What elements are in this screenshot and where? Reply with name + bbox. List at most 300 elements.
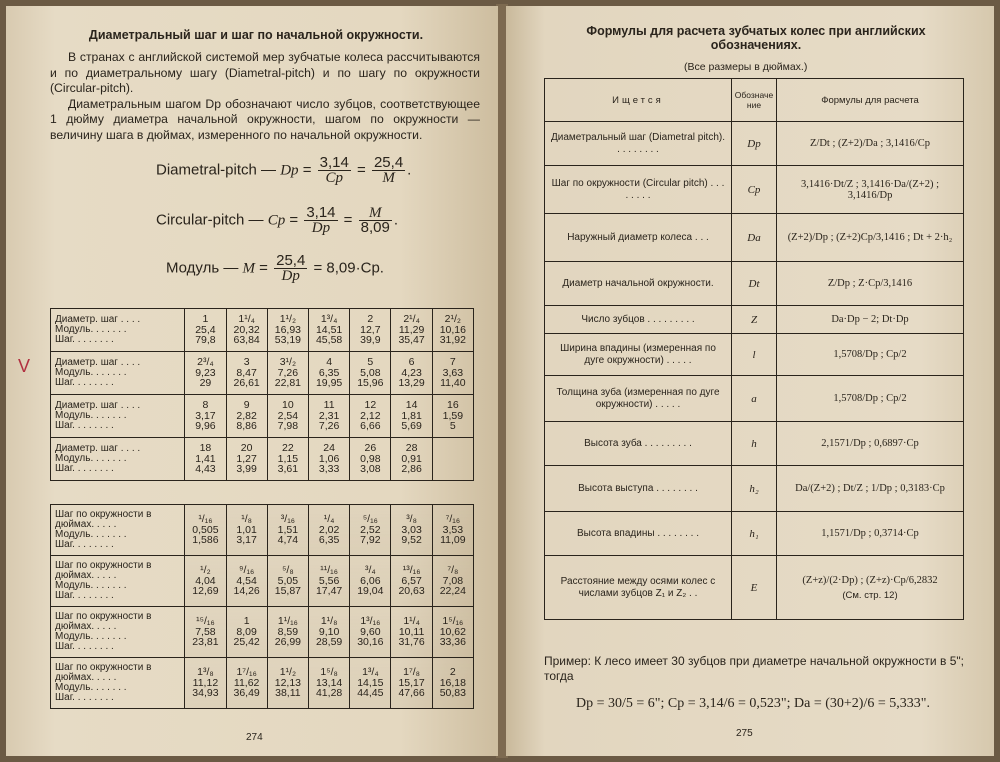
- row-label: Модуль. . . . . . .: [55, 410, 127, 421]
- header-formulas: Формулы для расчета: [777, 79, 964, 122]
- cell-value: 19,04: [357, 585, 384, 598]
- cell-value: 39,9: [360, 334, 381, 347]
- cell-value: 3: [243, 356, 250, 369]
- cell-value: 1,41: [195, 452, 216, 465]
- right-page: [506, 6, 994, 756]
- row-label: Модуль. . . . . . .: [55, 324, 127, 335]
- cell-value: 47,66: [398, 687, 425, 700]
- formula-text: Da/(Z+2) ; Dt/Z ; 1/Dp ; 0,3183·Cp: [795, 483, 945, 494]
- cell-value: 1: [202, 313, 209, 326]
- formula-text: Da·Dp − 2; Dt·Dp: [831, 314, 909, 325]
- cell-value: 28: [405, 442, 418, 455]
- table-cell: [309, 395, 350, 438]
- quantity-formula: [777, 262, 964, 306]
- cell-value: 2,31: [318, 409, 340, 422]
- diametral-pitch-table: [50, 308, 474, 481]
- cell-value: ¹⁵/₁₆: [196, 615, 215, 628]
- table-cell: [391, 607, 432, 658]
- quantity-name: Толщина зуба (измеренная по дуге окружности) . . . . .: [545, 376, 732, 422]
- cell-value: 2,02: [318, 523, 340, 536]
- left-page: [6, 6, 498, 756]
- cell-value: 36,49: [233, 687, 260, 700]
- cell-value: 31,76: [398, 636, 425, 649]
- table-cell: [391, 438, 432, 481]
- quantity-symbol: Cp: [732, 166, 777, 214]
- cell-value: 1,27: [236, 452, 257, 465]
- cell-value: 14: [405, 399, 418, 412]
- table-cell: [432, 352, 473, 395]
- formula-row: [545, 262, 964, 306]
- cell-value: 8,09: [236, 625, 257, 638]
- cell-value: 16: [447, 399, 459, 412]
- handwritten-tick-mark: V: [18, 356, 31, 376]
- formula-table: [544, 78, 964, 620]
- cell-value: 26,61: [233, 377, 260, 390]
- cell-value: 1⁷/₁₆: [236, 666, 257, 679]
- table-cell: [391, 556, 432, 607]
- cell-value: 11: [323, 399, 335, 412]
- cell-value: ⁵/₁₆: [362, 513, 378, 526]
- table-cell: [226, 607, 267, 658]
- cell-value: 4,74: [277, 534, 299, 547]
- formula-text: Z/Dp ; Z·Cp/3,1416: [827, 278, 913, 289]
- cell-value: 7,58: [195, 625, 216, 638]
- cell-value: 2¹/₂: [444, 313, 462, 326]
- formula-diametral-pitch: Diametral-pitch — Dp = $\frac{3,14}{Cp}$ = $\frac{25,4}{M}$ .: [156, 154, 412, 186]
- row-label: Шаг. . . . . . . .: [55, 692, 114, 703]
- table-cell: [350, 607, 391, 658]
- cell-value: 2¹/₄: [403, 313, 420, 326]
- row-label: Шаг по окружности в дюймах. . . . .: [55, 560, 152, 581]
- quantity-symbol: l: [732, 334, 777, 376]
- cell-value: ¹/₈: [241, 513, 253, 526]
- cell-value: 44,45: [357, 687, 384, 700]
- table-cell: [185, 658, 226, 709]
- cell-value: 22,81: [274, 377, 302, 390]
- quantity-symbol: Dp: [732, 122, 777, 166]
- table-row: [51, 352, 474, 395]
- cell-value: 29: [199, 377, 212, 390]
- table-cell: [226, 309, 267, 352]
- quantity-name: Ширина впадины (измеренная по дуге окружности) . . . . .: [545, 334, 732, 376]
- cell-value: 3,61: [277, 463, 299, 476]
- cell-value: 19,95: [315, 377, 343, 390]
- cell-value: ¹/₁₆: [198, 513, 213, 526]
- header-sought: Ищется: [545, 79, 732, 122]
- cell-value: 3¹/₂: [279, 356, 297, 369]
- formula-note: (См. стр. 12): [842, 589, 898, 601]
- table-cell: [185, 556, 226, 607]
- cell-value: 1⁵/₈: [320, 666, 338, 679]
- cell-value: 10,16: [439, 323, 466, 336]
- cell-value: ³/₈: [406, 513, 417, 526]
- cell-value: 3,33: [318, 463, 340, 476]
- cell-value: 1⁷/₈: [403, 666, 421, 679]
- table-cell: [391, 658, 432, 709]
- quantity-formula: [777, 422, 964, 466]
- cell-value: 15,96: [357, 377, 384, 390]
- row-labels: [51, 352, 185, 395]
- cell-value: 26: [364, 442, 377, 455]
- cell-value: 5,05: [277, 574, 299, 587]
- row-labels: [51, 607, 185, 658]
- row-labels: [51, 556, 185, 607]
- cell-value: 2,54: [277, 409, 299, 422]
- cell-value: 1,01: [236, 523, 257, 536]
- formula-row: [545, 466, 964, 512]
- cell-value: 15,87: [274, 585, 302, 598]
- cell-value: 8,59: [277, 625, 299, 638]
- formula-table-header: [545, 79, 964, 122]
- cell-value: 5,69: [401, 420, 422, 433]
- table-cell: [350, 505, 391, 556]
- cell-value: ¹¹/₁₆: [320, 564, 338, 577]
- cell-value: 7,92: [360, 534, 381, 547]
- cell-value: 6,06: [360, 574, 381, 587]
- cell-value: 11,09: [440, 534, 466, 547]
- table-cell: [267, 556, 308, 607]
- cell-value: 12,7: [360, 323, 381, 336]
- cell-value: 17,47: [315, 585, 343, 598]
- table-row: [51, 309, 474, 352]
- cell-value: 41,28: [315, 687, 343, 700]
- cell-value: 20,63: [398, 585, 425, 598]
- quantity-symbol: Da: [732, 214, 777, 262]
- table-cell: [226, 505, 267, 556]
- quantity-formula: [777, 334, 964, 376]
- cell-value: 8,47: [236, 366, 257, 379]
- formula-row: [545, 422, 964, 466]
- row-label: Шаг. . . . . . . .: [55, 590, 114, 601]
- quantity-name: Высота зуба . . . . . . . . .: [545, 422, 732, 466]
- table-cell: [226, 352, 267, 395]
- cell-value: 1³/₄: [320, 313, 338, 326]
- cell-value: 24: [323, 442, 335, 455]
- cell-value: 3,03: [401, 523, 422, 536]
- cell-value: 6: [408, 356, 415, 369]
- cell-value: 63,84: [233, 334, 260, 347]
- table-row: [51, 607, 474, 658]
- cell-value: 1,586: [192, 534, 219, 547]
- cell-value: 4,43: [195, 463, 216, 476]
- formula-row: [545, 306, 964, 334]
- table-cell: [267, 505, 308, 556]
- row-label: Модуль. . . . . . .: [55, 367, 127, 378]
- cell-value: 10: [282, 399, 294, 412]
- cell-value: 14,15: [357, 676, 384, 689]
- table-cell: [309, 607, 350, 658]
- row-label: Диаметр. шаг . . . .: [55, 314, 141, 325]
- quantity-formula: [777, 306, 964, 334]
- cell-value: 6,35: [318, 534, 340, 547]
- table-cell: [185, 607, 226, 658]
- row-label: Шаг. . . . . . . .: [55, 463, 114, 474]
- cell-value: ¹/₂: [200, 564, 211, 577]
- row-label: Модуль. . . . . . .: [55, 580, 127, 591]
- cell-value: 13,14: [315, 676, 343, 689]
- formula-row: [545, 376, 964, 422]
- row-label: Шаг по окружности в дюймах. . . . .: [55, 509, 152, 530]
- cell-value: 7,08: [442, 574, 464, 587]
- cell-value: 16,93: [274, 323, 302, 336]
- table-cell: [391, 505, 432, 556]
- circular-pitch-table: [50, 504, 474, 709]
- quantity-symbol: E: [732, 556, 777, 620]
- row-label: Шаг. . . . . . . .: [55, 420, 114, 431]
- table-cell: [350, 352, 391, 395]
- cell-value: 8: [202, 399, 209, 412]
- formula-text: Z/Dt ; (Z+2)/Da ; 3,1416/Cp: [810, 138, 930, 149]
- cell-value: 9,23: [195, 366, 216, 379]
- cell-value: 38,11: [275, 687, 301, 700]
- table-cell: [226, 556, 267, 607]
- table-cell: [309, 556, 350, 607]
- quantity-formula: [777, 512, 964, 556]
- cell-value: 31,92: [439, 334, 466, 347]
- quantity-name: Высота выступа . . . . . . . .: [545, 466, 732, 512]
- row-label: Шаг по окружности в дюймах. . . . .: [55, 662, 152, 683]
- formula-text: 2,1571/Dp ; 0,6897·Cp: [821, 438, 919, 449]
- formula-module: Модуль — M = $\frac{25,4}{Dp}$ = 8,09·Cp.: [166, 252, 384, 284]
- cell-value: 1,51: [277, 523, 299, 536]
- cell-value: ⁵/₈: [282, 564, 294, 577]
- row-label: Шаг. . . . . . . .: [55, 377, 114, 388]
- cell-value: 9,52: [401, 534, 422, 547]
- table-cell: [309, 309, 350, 352]
- table-cell: [309, 438, 350, 481]
- formula-row: [545, 334, 964, 376]
- cell-value: 0,91: [401, 452, 422, 465]
- quantity-formula: [777, 466, 964, 512]
- table-cell: [350, 658, 391, 709]
- quantity-symbol: h₂: [732, 466, 777, 512]
- cell-value: 1⁵/₁₆: [442, 615, 464, 628]
- cell-value: 14,51: [315, 323, 343, 336]
- table-cell: [267, 352, 308, 395]
- cell-value: 11,40: [440, 377, 466, 390]
- right-page-title: Формулы для расчета зубчатых колес при английских обозначениях.: [586, 24, 926, 52]
- row-label: Шаг по окружности в дюймах. . . . .: [55, 611, 152, 632]
- row-labels: [51, 505, 185, 556]
- cell-value: 28,59: [315, 636, 343, 649]
- cell-value: 16,18: [439, 676, 466, 689]
- cell-value: 30,16: [357, 636, 384, 649]
- quantity-name: Наружный диаметр колеса . . .: [545, 214, 732, 262]
- row-label: Модуль. . . . . . .: [55, 631, 127, 642]
- quantity-name: Число зубцов . . . . . . . . .: [545, 306, 732, 334]
- table-cell: [309, 505, 350, 556]
- cell-value: 5: [367, 356, 374, 369]
- cell-value: 0,505: [192, 523, 219, 536]
- cell-value: 1,81: [401, 409, 422, 422]
- intro-paragraph-2: Диаметральным шагом Dp обозначают число зубцов, соответствующее 1 дюйму диаметра начальной окружности, шагом по окружности — величину шага в дюймах, измеренного по начальной окружности.: [50, 96, 480, 142]
- quantity-name: Расстояние между осями колес с числами зубцов Z₁ и Z₂ . .: [545, 556, 732, 620]
- table-cell: [267, 607, 308, 658]
- quantity-symbol: Z: [732, 306, 777, 334]
- cell-value: 12: [364, 399, 377, 412]
- cell-value: 15,17: [398, 676, 425, 689]
- cell-value: 2,86: [401, 463, 422, 476]
- table-cell: [267, 309, 308, 352]
- cell-value: ¹³/₁₆: [402, 564, 421, 577]
- cell-value: 1¹/₈: [320, 615, 338, 628]
- row-label: Диаметр. шаг . . . .: [55, 400, 141, 411]
- cell-value: 7,98: [277, 420, 299, 433]
- table-cell: [226, 395, 267, 438]
- left-page-title: Диаметральный шаг и шаг по начальной окружности.: [88, 28, 424, 42]
- row-labels: [51, 658, 185, 709]
- formula-text: (Z+z)/(2·Dp) ; (Z+z)·Cp/6,2832: [802, 574, 938, 586]
- cell-value: 35,47: [398, 334, 425, 347]
- row-labels: [51, 438, 185, 481]
- row-labels: [51, 309, 185, 352]
- row-label: Диаметр. шаг . . . .: [55, 443, 141, 454]
- cell-value: 3,08: [360, 463, 381, 476]
- cell-value: 1,59: [442, 409, 464, 422]
- cell-value: 11,12: [192, 676, 219, 689]
- table-cell: [432, 556, 473, 607]
- cell-value: 1³/₁₆: [360, 615, 381, 628]
- table-cell: [185, 505, 226, 556]
- cell-value: 4,23: [401, 366, 422, 379]
- cell-value: 7,26: [277, 366, 299, 379]
- table-row: [51, 505, 474, 556]
- cell-value: 14,26: [233, 585, 260, 598]
- cell-value: 9: [243, 399, 250, 412]
- table-cell: [185, 395, 226, 438]
- formula-text: 1,5708/Dp ; Cp/2: [833, 393, 907, 404]
- cell-value: 5,08: [360, 366, 381, 379]
- cell-value: 9,60: [360, 625, 381, 638]
- example-result: Dp = 30/5 = 6"; Cp = 3,14/6 = 0,523"; Da = (30+2)/6 = 5,333".: [576, 696, 930, 711]
- cell-value: 8,86: [236, 420, 257, 433]
- formula-text: 1,1571/Dp ; 0,3714·Cp: [821, 528, 919, 539]
- cell-value: 22,24: [439, 585, 466, 598]
- cell-value: ¹/₄: [323, 513, 335, 526]
- quantity-name: Шаг по окружности (Circular pitch) . . . . . . . .: [545, 166, 732, 214]
- cell-value: 0,98: [360, 452, 381, 465]
- table-cell: [350, 395, 391, 438]
- row-labels: [51, 395, 185, 438]
- cell-value: 4: [326, 356, 333, 369]
- row-label: Модуль. . . . . . .: [55, 453, 127, 464]
- cell-value: 4,54: [236, 574, 257, 587]
- formula-row: [545, 122, 964, 166]
- quantity-name: Высота впадины . . . . . . . .: [545, 512, 732, 556]
- cell-value: ⁷/₈: [447, 564, 459, 577]
- formula-row: [545, 512, 964, 556]
- cell-value: ⁹/₁₆: [239, 564, 255, 577]
- quantity-formula: [777, 556, 964, 620]
- intro-paragraph-1: В странах с английской системой мер зубчатые колеса рассчитываются и по диаметральному шагу (Diametral-pitch) и по шагу по окружности (Circular-pitch).: [50, 50, 480, 95]
- cell-value: 2³/₄: [197, 356, 214, 369]
- table-cell: [432, 309, 473, 352]
- quantity-symbol: Dt: [732, 262, 777, 306]
- quantity-name: Диаметр начальной окружности.: [545, 262, 732, 306]
- cell-value: 10,11: [398, 625, 425, 638]
- cell-value: 13,29: [398, 377, 425, 390]
- cell-value: 53,19: [274, 334, 302, 347]
- table-cell: [350, 556, 391, 607]
- header-symbol: Обозначение: [732, 79, 777, 122]
- table-cell: [350, 309, 391, 352]
- table-cell: [185, 352, 226, 395]
- formula-row: [545, 214, 964, 262]
- cell-value: 3,63: [442, 366, 464, 379]
- cell-value: 2,82: [236, 409, 257, 422]
- cell-value: 5: [449, 420, 456, 433]
- table-cell: [432, 607, 473, 658]
- cell-value: 1¹/₂: [279, 666, 297, 679]
- formula-circular-pitch: Circular-pitch — Cp = $\frac{3,14}{Dp}$ = $\frac{M}{8,09}$ .: [156, 204, 398, 236]
- cell-value: 45,58: [315, 334, 343, 347]
- cell-value: 25,4: [195, 323, 216, 336]
- intro-text: [50, 50, 480, 143]
- quantity-formula: [777, 166, 964, 214]
- quantity-formula: [777, 376, 964, 422]
- table-row: [51, 395, 474, 438]
- cell-value: 1¹/₄: [238, 313, 255, 326]
- cell-value: 7: [449, 356, 456, 369]
- cell-value: 1³/₈: [197, 666, 214, 679]
- table-cell: [226, 438, 267, 481]
- cell-value: 12,69: [192, 585, 219, 598]
- cell-value: 34,93: [192, 687, 219, 700]
- cell-value: 11,29: [398, 323, 425, 336]
- quantity-symbol: a: [732, 376, 777, 422]
- quantity-formula: [777, 122, 964, 166]
- cell-value: 22: [282, 442, 294, 455]
- cell-value: 12,13: [274, 676, 302, 689]
- cell-value: 9,96: [195, 420, 216, 433]
- cell-value: 2: [449, 666, 456, 679]
- row-label: Диаметр. шаг . . . .: [55, 357, 141, 368]
- cell-value: 4,04: [195, 574, 216, 587]
- table-cell: [391, 395, 432, 438]
- cell-value: 6,57: [401, 574, 422, 587]
- example-text: Пример: К лесо имеет 30 зубцов при диаметре начальной окружности в 5"; тогда: [544, 654, 964, 683]
- row-label: Модуль. . . . . . .: [55, 529, 127, 540]
- cell-value: 3,17: [195, 409, 216, 422]
- formula-row: [545, 166, 964, 214]
- row-label: Шаг. . . . . . . .: [55, 334, 114, 345]
- cell-value: 3,99: [236, 463, 257, 476]
- cell-value: ³/₁₆: [280, 513, 295, 526]
- cell-value: 1¹/₂: [279, 313, 297, 326]
- cell-value: 10,62: [439, 625, 466, 638]
- cell-value: 26,99: [274, 636, 302, 649]
- page-number-right: 275: [736, 728, 753, 739]
- cell-value: 7,26: [318, 420, 340, 433]
- cell-value: 6,35: [318, 366, 340, 379]
- table-cell: [432, 395, 473, 438]
- cell-value: ³/₄: [365, 564, 376, 577]
- cell-value: 25,42: [233, 636, 260, 649]
- cell-value: 33,36: [439, 636, 466, 649]
- right-page-subtitle: (Все размеры в дюймах.): [684, 61, 808, 73]
- cell-value: 9,10: [318, 625, 340, 638]
- table-cell: [185, 438, 226, 481]
- cell-value: 23,81: [192, 636, 219, 649]
- table-cell: [391, 352, 432, 395]
- cell-value: 1³/₄: [362, 666, 379, 679]
- cell-value: 1,06: [318, 452, 340, 465]
- page-number-left: 274: [246, 732, 263, 743]
- formula-text: 3,1416·Dt/Z ; 3,1416·Da/(Z+2) ; 3,1416/Dp: [800, 178, 940, 201]
- cell-value: 20: [240, 442, 253, 455]
- cell-value: 2,12: [360, 409, 381, 422]
- cell-value: 50,83: [439, 687, 466, 700]
